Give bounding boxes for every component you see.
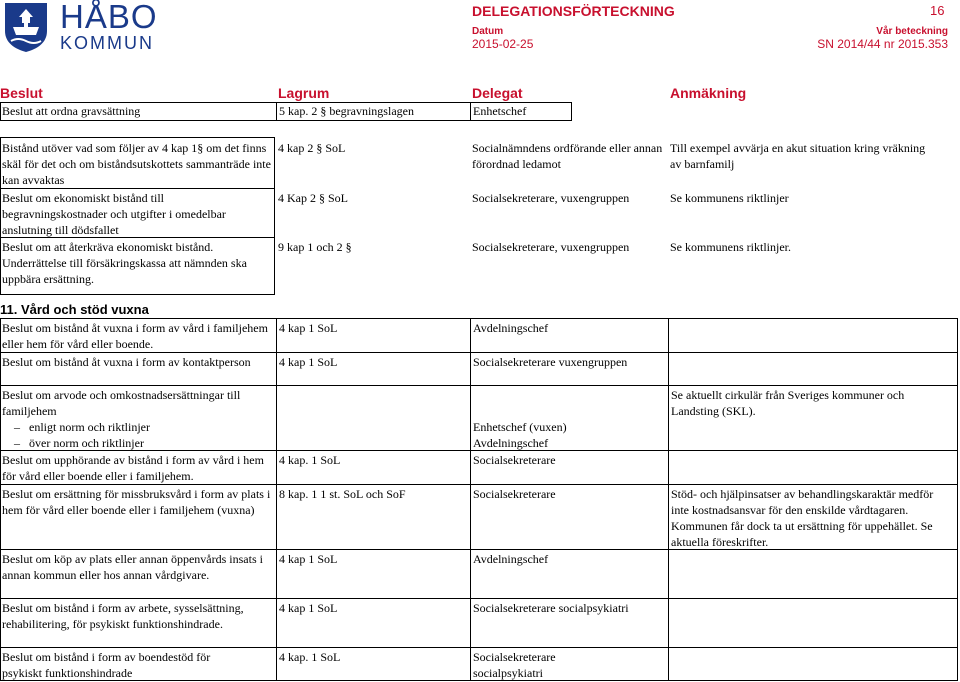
table-cell-beslut: Beslut om upphörande av bistånd i form av vård i hem för vård eller boende eller i familjehem. — [2, 453, 264, 483]
table-cell-beslut: Beslut om bistånd åt vuxna i form av vård i familjehem eller hem för vård eller boende. — [2, 321, 268, 351]
table-cell-lagrum: 9 kap 1 och 2 § — [278, 240, 352, 254]
table-cell-lagrum: 4 Kap 2 § SoL — [278, 191, 348, 205]
table-cell-beslut: Beslut om att återkräva ekonomiskt bistånd. Underrättelse till försäkringskassa att nämnden ska uppbära ersättning. — [2, 240, 247, 286]
table-cell-anmarkning: Se kommunens riktlinjer — [670, 191, 789, 205]
date-value: 2015-02-25 — [472, 37, 534, 51]
bullet-item — [14, 419, 150, 435]
table-cell-delegat: Socialsekreterare socialpsykiatri — [473, 650, 556, 680]
table-cell-lagrum: 4 kap. 1 SoL — [279, 650, 341, 664]
table-cell-lagrum: 4 kap 2 § SoL — [278, 141, 346, 155]
table-cell-beslut: Beslut om köp av plats eller annan öppenvårds insats i annan kommun eller hos annan vårdgivare. — [2, 552, 263, 582]
section-title: 11. Vård och stöd vuxna — [0, 302, 149, 317]
table-cell-delegat: Socialsekreterare vuxengruppen — [473, 355, 628, 369]
column-header-delegat: Delegat — [472, 85, 523, 101]
table-cell-anmarkning: Se aktuellt cirkulär från Sveriges kommuner och Landsting (SKL). — [671, 388, 905, 418]
table-cell-beslut: Beslut om bistånd åt vuxna i form av kontaktperson — [2, 355, 251, 369]
table-cell-delegat: Socialsekreterare — [473, 453, 556, 467]
table-cell-delegat: Avdelningschef — [473, 552, 549, 566]
table-cell-lagrum: 4 kap 1 SoL — [279, 321, 338, 335]
table-cell-beslut: Beslut om ekonomiskt bistånd till begravningskostnader och utgifter i omedelbar anslutning till dödsfallet — [2, 191, 226, 237]
table-cell-delegat: Avdelningschef — [473, 321, 549, 335]
table-cell-delegat: Socialnämndens ordförande eller annan förordnad ledamot — [472, 141, 663, 171]
cell-delegat: Enhetschef — [473, 104, 527, 118]
brand-subtitle: KOMMUN — [60, 33, 154, 53]
column-header-beslut: Beslut — [0, 85, 43, 101]
reference-label: Vår beteckning — [876, 26, 948, 37]
cell-lagrum: 5 kap. 2 § begravningslagen — [279, 104, 414, 118]
table-cell-beslut: Beslut om arvode och omkostnadsersättningar till familjehem — [2, 388, 241, 418]
table-cell-beslut: Bistånd utöver vad som följer av 4 kap 1§ om det finns skäl för det och om biståndsutskottets sammanträde inte kan avvaktas — [2, 141, 271, 187]
column-header-lagrum: Lagrum — [278, 85, 330, 101]
cell-beslut: Beslut att ordna gravsättning — [2, 104, 141, 118]
table-cell-delegat: Socialsekreterare, vuxengruppen — [472, 191, 630, 205]
table-cell-delegat: Enhetschef (vuxen) — [473, 420, 567, 434]
habo-coat-of-arms-icon — [3, 1, 49, 53]
table-cell-anmarkning: Stöd- och hjälpinsatser av behandlingskaraktär medför inte kostnadsansvar för den enskilde vårdtagaren. Kommunen får dock ta ut ersättning för uppehället. Se aktuella föreskrifter. — [671, 487, 934, 549]
page-number: 16 — [930, 3, 945, 18]
table-cell-lagrum: 4 kap 1 SoL — [279, 552, 338, 566]
dash-icon: – — [14, 436, 29, 450]
column-header-anmarkning: Anmäkning — [670, 85, 747, 101]
brand-name: HÅBO — [60, 0, 158, 35]
table-cell-lagrum: 4 kap 1 SoL — [279, 355, 338, 369]
bullet-text: enligt norm och riktlinjer — [29, 420, 150, 434]
table-cell-anmarkning: Se kommunens riktlinjer. — [670, 240, 791, 254]
table-cell-beslut: Beslut om bistånd i form av arbete, sysselsättning, rehabilitering, för psykiskt funktionshindrade. — [2, 601, 244, 631]
table-cell-lagrum: 4 kap. 1 SoL — [279, 453, 341, 467]
table-cell-delegat: Socialsekreterare — [473, 487, 556, 501]
dash-icon: – — [14, 420, 29, 434]
document-title: DELEGATIONSFÖRTECKNING — [472, 3, 675, 19]
reference-value: SN 2014/44 nr 2015.353 — [817, 37, 948, 51]
table-cell-delegat: Socialsekreterare, vuxengruppen — [472, 240, 630, 254]
table-cell-lagrum: 8 kap. 1 1 st. SoL och SoF — [279, 487, 406, 501]
table-cell-anmarkning: Till exempel avvärja en akut situation kring vräkning av barnfamilj — [670, 141, 926, 171]
date-label: Datum — [472, 26, 504, 37]
table-cell-lagrum: 4 kap 1 SoL — [279, 601, 338, 615]
bullet-item — [14, 435, 144, 451]
table-cell-delegat: Socialsekreterare socialpsykiatri — [473, 601, 629, 615]
table-cell-delegat: Avdelningschef — [473, 436, 549, 450]
table-cell-beslut: Beslut om ersättning för missbruksvård i form av plats i hem för vård eller boende eller i familjehem (vuxna) — [2, 487, 271, 517]
table-cell-beslut: Beslut om bistånd i form av boendestöd för psykiskt funktionshindrade — [2, 650, 211, 680]
bullet-text: över norm och riktlinjer — [29, 436, 144, 450]
